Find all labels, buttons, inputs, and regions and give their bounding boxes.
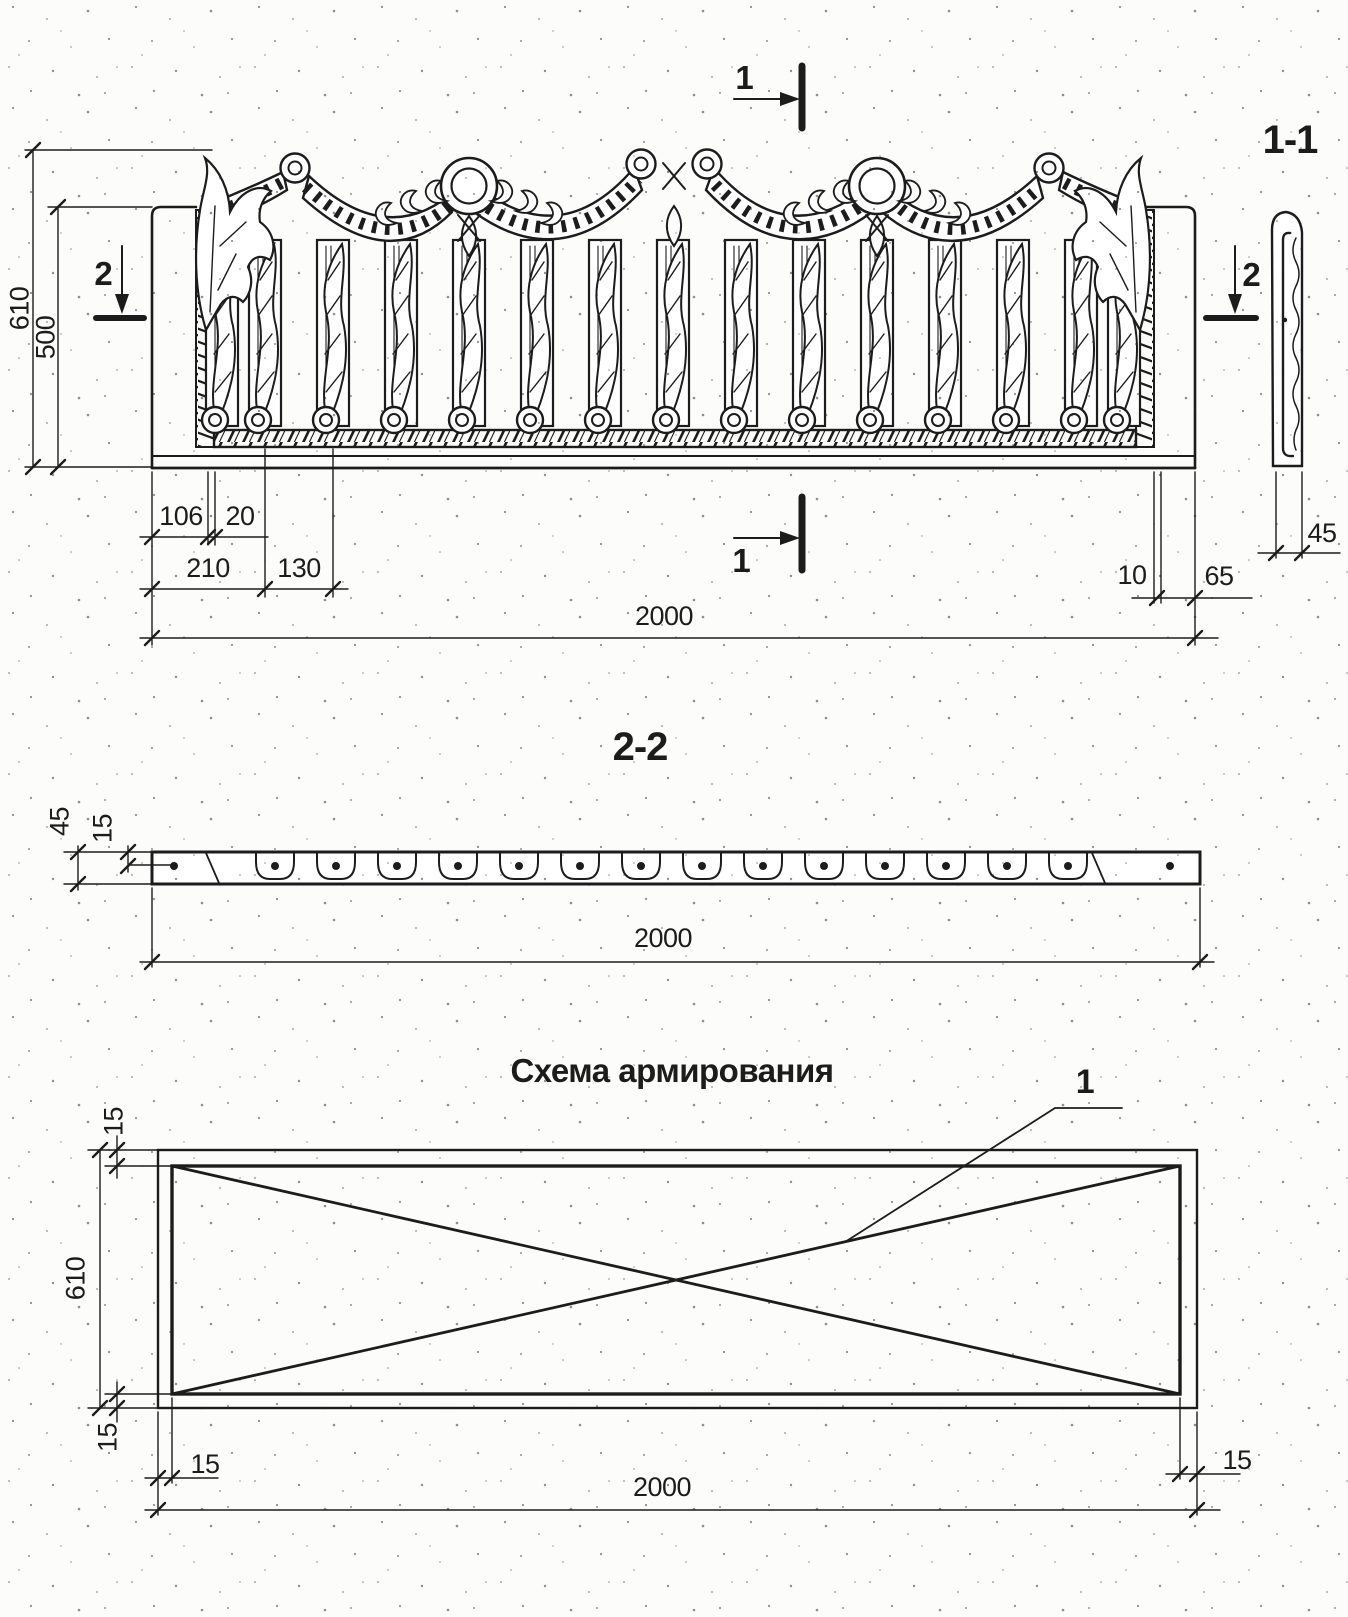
dim-scheme-height: 610 [60, 1256, 91, 1301]
dim-first-pitch: 210 [186, 553, 230, 583]
dim-edge-gap: 10 [1117, 560, 1147, 590]
section-cut-right-label: 2 [1242, 256, 1260, 293]
section-cut-bottom-label: 1 [732, 542, 750, 579]
dim-cover-left: 15 [190, 1449, 220, 1479]
section-cut-top-label: 1 [735, 59, 753, 96]
section-1-1-title: 1-1 [1262, 118, 1318, 162]
dim-scheme-length: 2000 [632, 1472, 692, 1502]
section-2-2-title: 2-2 [612, 725, 668, 769]
section-cut-left-label: 2 [94, 255, 112, 292]
dim-opening-height: 500 [30, 315, 61, 360]
dim-baluster-pitch: 130 [277, 553, 321, 583]
dim-strip-length: 2000 [633, 923, 693, 953]
dim-elevation-length: 2000 [634, 601, 694, 631]
dim-slot-gap: 20 [225, 501, 255, 531]
dim-total-height: 610 [4, 286, 35, 331]
rebar-callout-label: 1 [1075, 1063, 1095, 1101]
dim-strip-rebar-cover: 15 [87, 813, 118, 844]
dim-cover-top: 15 [98, 1106, 129, 1137]
dim-end-margin: 65 [1204, 561, 1234, 591]
dim-cover-right: 15 [1222, 1445, 1252, 1475]
dim-left-offset: 106 [159, 501, 203, 531]
reinforcement-title: Схема армирования [510, 1052, 834, 1089]
dim-cover-bottom: 15 [92, 1422, 123, 1453]
dim-profile-thickness: 45 [1307, 518, 1337, 548]
dim-strip-thickness: 45 [44, 806, 75, 837]
